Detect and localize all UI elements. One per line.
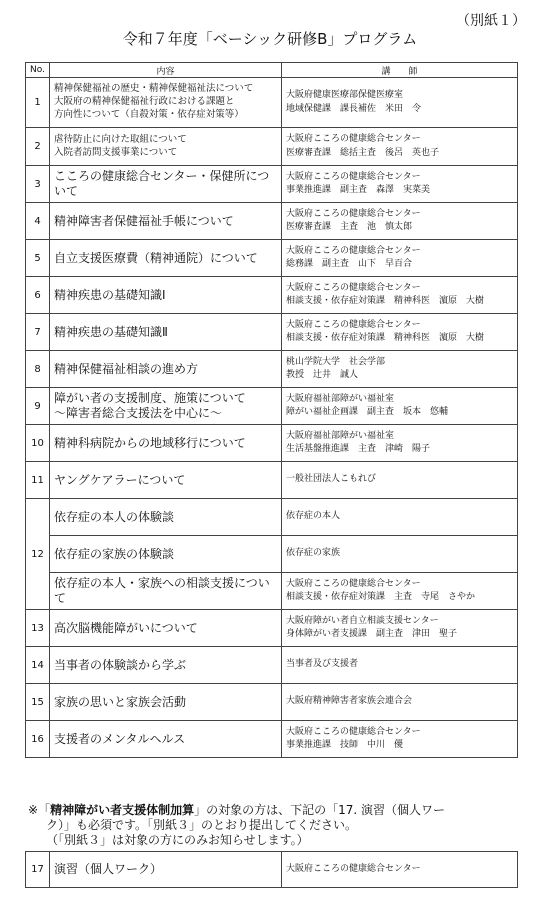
note-prefix: ※「 (28, 803, 51, 817)
row-lecturer (282, 314, 518, 351)
table-row (26, 610, 518, 647)
row-lecturer (282, 78, 518, 128)
row-lecturer (282, 499, 518, 536)
row-content (50, 78, 282, 128)
row-lecturer (282, 536, 518, 573)
lecturer-line: 事業推進課 副主査 森澤 実菜美 (286, 185, 431, 195)
lecturer-line: 当事者及び支援者 (286, 659, 359, 670)
table-row (26, 852, 518, 888)
note-emphasis: 精神障がい者支援体制加算 (50, 803, 195, 817)
content-line: 支援者のメンタルヘルス (54, 731, 186, 746)
header-no: No. (26, 63, 50, 78)
row-content (50, 462, 282, 499)
row-no: 13 (26, 610, 50, 647)
lecturer-line: 大阪府こころの健康総合センター (286, 282, 421, 293)
row-content (50, 240, 282, 277)
row-content (50, 425, 282, 462)
row-lecturer (282, 240, 518, 277)
lecturer-line: 大阪府精神障害者家族会連合会 (286, 696, 413, 707)
lecturer-line: 相談支援・依存症対策課 主査 寺尾 さやか (286, 592, 476, 602)
row-content (50, 536, 282, 573)
lecturer-line: 大阪府障がい者自立相談支援センター (286, 615, 439, 626)
table-row (26, 314, 518, 351)
row-no: 4 (26, 203, 50, 240)
row-no: 7 (26, 314, 50, 351)
content-line: 入院者訪問支援事業について (54, 146, 178, 158)
content-line: 精神疾患の基礎知識Ⅱ (54, 324, 168, 339)
lecturer-line: 大阪府こころの健康総合センター (286, 578, 421, 589)
lecturer-line: 相談支援・依存症対策課 精神科医 濵原 大樹 (286, 333, 485, 343)
row-lecturer (282, 462, 518, 499)
lecturer-line: 大阪府健康医療部保健医療室 (286, 90, 404, 101)
row-lecturer (282, 852, 518, 888)
lecturer-line: 生活基盤推進課 主査 津崎 陽子 (286, 444, 431, 454)
row-no: 15 (26, 684, 50, 721)
row-no: 8 (26, 351, 50, 388)
content-line: ～障害者総合支援法を中心に～ (54, 406, 223, 420)
table-row (26, 203, 518, 240)
row-no: 6 (26, 277, 50, 314)
table-row (26, 684, 518, 721)
row-no: 5 (26, 240, 50, 277)
row-no: 10 (26, 425, 50, 462)
table-row (26, 166, 518, 203)
row-lecturer (282, 388, 518, 425)
note-line1-rest: 」の対象の方は、下記の「17. 演習（個人ワー (194, 803, 445, 817)
row-content (50, 499, 282, 536)
row-content (50, 388, 282, 425)
row-no: 14 (26, 647, 50, 684)
table-row (26, 536, 518, 573)
row-content (50, 314, 282, 351)
lecturer-line: 地域保健課 課長補佐 米田 令 (286, 103, 422, 114)
row-no: 2 (26, 128, 50, 166)
header-lecturer: 講 師 (282, 63, 518, 78)
table-row (26, 721, 518, 758)
lecturer-line: 事業推進課 技師 中川 優 (286, 740, 404, 750)
row-content (50, 128, 282, 166)
table-row (26, 277, 518, 314)
content-line: 高次脳機能障がいについて (54, 620, 198, 635)
lecturer-line: 障がい福祉企画課 副主査 坂本 悠輔 (286, 407, 449, 417)
row-content (50, 684, 282, 721)
lecturer-line: 身体障がい者支援課 副主査 津田 聖子 (286, 629, 458, 639)
row-content (50, 610, 282, 647)
lecturer-line: 医療審査課 主査 池 慎太郎 (286, 222, 413, 232)
row-lecturer (282, 166, 518, 203)
header-content: 内容 (50, 63, 282, 78)
table-row (26, 647, 518, 684)
lecturer-line: 教授 辻井 誠人 (286, 370, 359, 380)
content-line: 虐待防止に向けた取組について (54, 133, 187, 145)
lecturer-line: 大阪府こころの健康総合センター (286, 319, 421, 330)
row-lecturer (282, 351, 518, 388)
table-row (26, 78, 518, 128)
row-content (50, 203, 282, 240)
row-content (50, 852, 282, 888)
row-lecturer (282, 721, 518, 758)
row-no: 9 (26, 388, 50, 425)
content-line: 依存症の本人・家族への相談支援について (54, 576, 270, 605)
lecturer-line: 依存症の本人 (286, 511, 341, 522)
content-line: 大阪府の精神保健福祉行政における課題と (54, 96, 235, 108)
row-lecturer (282, 647, 518, 684)
lecturer-line: 桃山学院大学 社会学部 (286, 356, 386, 367)
lecturer-line: 大阪府こころの健康総合センター (286, 245, 421, 256)
row-content (50, 721, 282, 758)
row-lecturer (282, 203, 518, 240)
content-line: 自立支援医療費（精神通院）について (54, 250, 258, 265)
lecturer-line: 大阪府こころの健康総合センター (286, 863, 421, 874)
table-row (26, 128, 518, 166)
content-line: ヤングケアラーについて (54, 472, 186, 487)
annex-label: （別紙１） (456, 13, 526, 29)
lecturer-line: 大阪府こころの健康総合センター (286, 171, 421, 182)
row-no: 11 (26, 462, 50, 499)
content-line: 精神疾患の基礎知識Ⅰ (54, 287, 166, 302)
row-lecturer (282, 128, 518, 166)
lecturer-line: 総務課 副主査 山下 早百合 (286, 259, 413, 269)
content-line: 家族の思いと家族会活動 (54, 694, 187, 709)
content-line: 精神科病院からの地域移行について (54, 435, 246, 450)
content-line: 精神保健福祉の歴史・精神保健福祉法について (54, 83, 254, 95)
note-line2: ク）」も必須です。「別紙３」のとおり提出してください。 (46, 818, 358, 832)
row-no: 16 (26, 721, 50, 758)
row-lecturer (282, 425, 518, 462)
requirement-note (28, 803, 528, 848)
row-lecturer (282, 610, 518, 647)
row-content (50, 573, 282, 610)
row-lecturer (282, 573, 518, 610)
row-content (50, 351, 282, 388)
lecturer-line: 一般社団法人こもれび (286, 474, 377, 485)
table-row (26, 425, 518, 462)
content-line: こころの健康総合センター・保健所について (54, 169, 270, 198)
content-line: 演習（個人ワーク） (54, 862, 163, 876)
lecturer-line: 大阪府こころの健康総合センター (286, 134, 421, 145)
lecturer-line: 大阪府福祉部障がい福祉室 (286, 430, 395, 441)
row-content (50, 277, 282, 314)
exercise-table (25, 851, 518, 888)
row-no: 3 (26, 166, 50, 203)
row-content (50, 647, 282, 684)
lecturer-line: 依存症の家族 (286, 548, 341, 559)
table-header-row (26, 63, 518, 78)
row-content (50, 166, 282, 203)
content-line: 精神障害者保健福祉手帳について (54, 213, 234, 228)
content-line: 依存症の家族の体験談 (54, 546, 175, 561)
content-line: 方向性について（自殺対策・依存症対策等） (54, 108, 244, 120)
table-row (26, 499, 518, 536)
table-row (26, 462, 518, 499)
table-row (26, 573, 518, 610)
row-lecturer (282, 684, 518, 721)
content-line: 精神保健福祉相談の進め方 (54, 361, 199, 376)
table-row (26, 388, 518, 425)
content-line: 当事者の体験談から学ぶ (54, 657, 187, 672)
note-line3: （「別紙３」は対象の方にのみお知らせします。） (46, 833, 309, 847)
row-no: 17 (26, 852, 50, 888)
row-no: 12 (26, 499, 50, 610)
content-line: 障がい者の支援制度、施策について (54, 391, 246, 405)
lecturer-line: 医療審査課 総括主査 後呂 英也子 (286, 147, 440, 158)
lecturer-line: 大阪府こころの健康総合センター (286, 726, 421, 737)
program-table (25, 62, 518, 758)
row-lecturer (282, 277, 518, 314)
content-line: 依存症の本人の体験談 (54, 509, 175, 524)
row-no: 1 (26, 78, 50, 128)
page-title: 令和７年度「ベーシック研修B」プログラム (122, 30, 418, 48)
table-row (26, 351, 518, 388)
lecturer-line: 大阪府こころの健康総合センター (286, 208, 421, 219)
table-row (26, 240, 518, 277)
lecturer-line: 相談支援・依存症対策課 精神科医 濵原 大樹 (286, 296, 485, 306)
lecturer-line: 大阪府福祉部障がい福祉室 (286, 393, 395, 404)
